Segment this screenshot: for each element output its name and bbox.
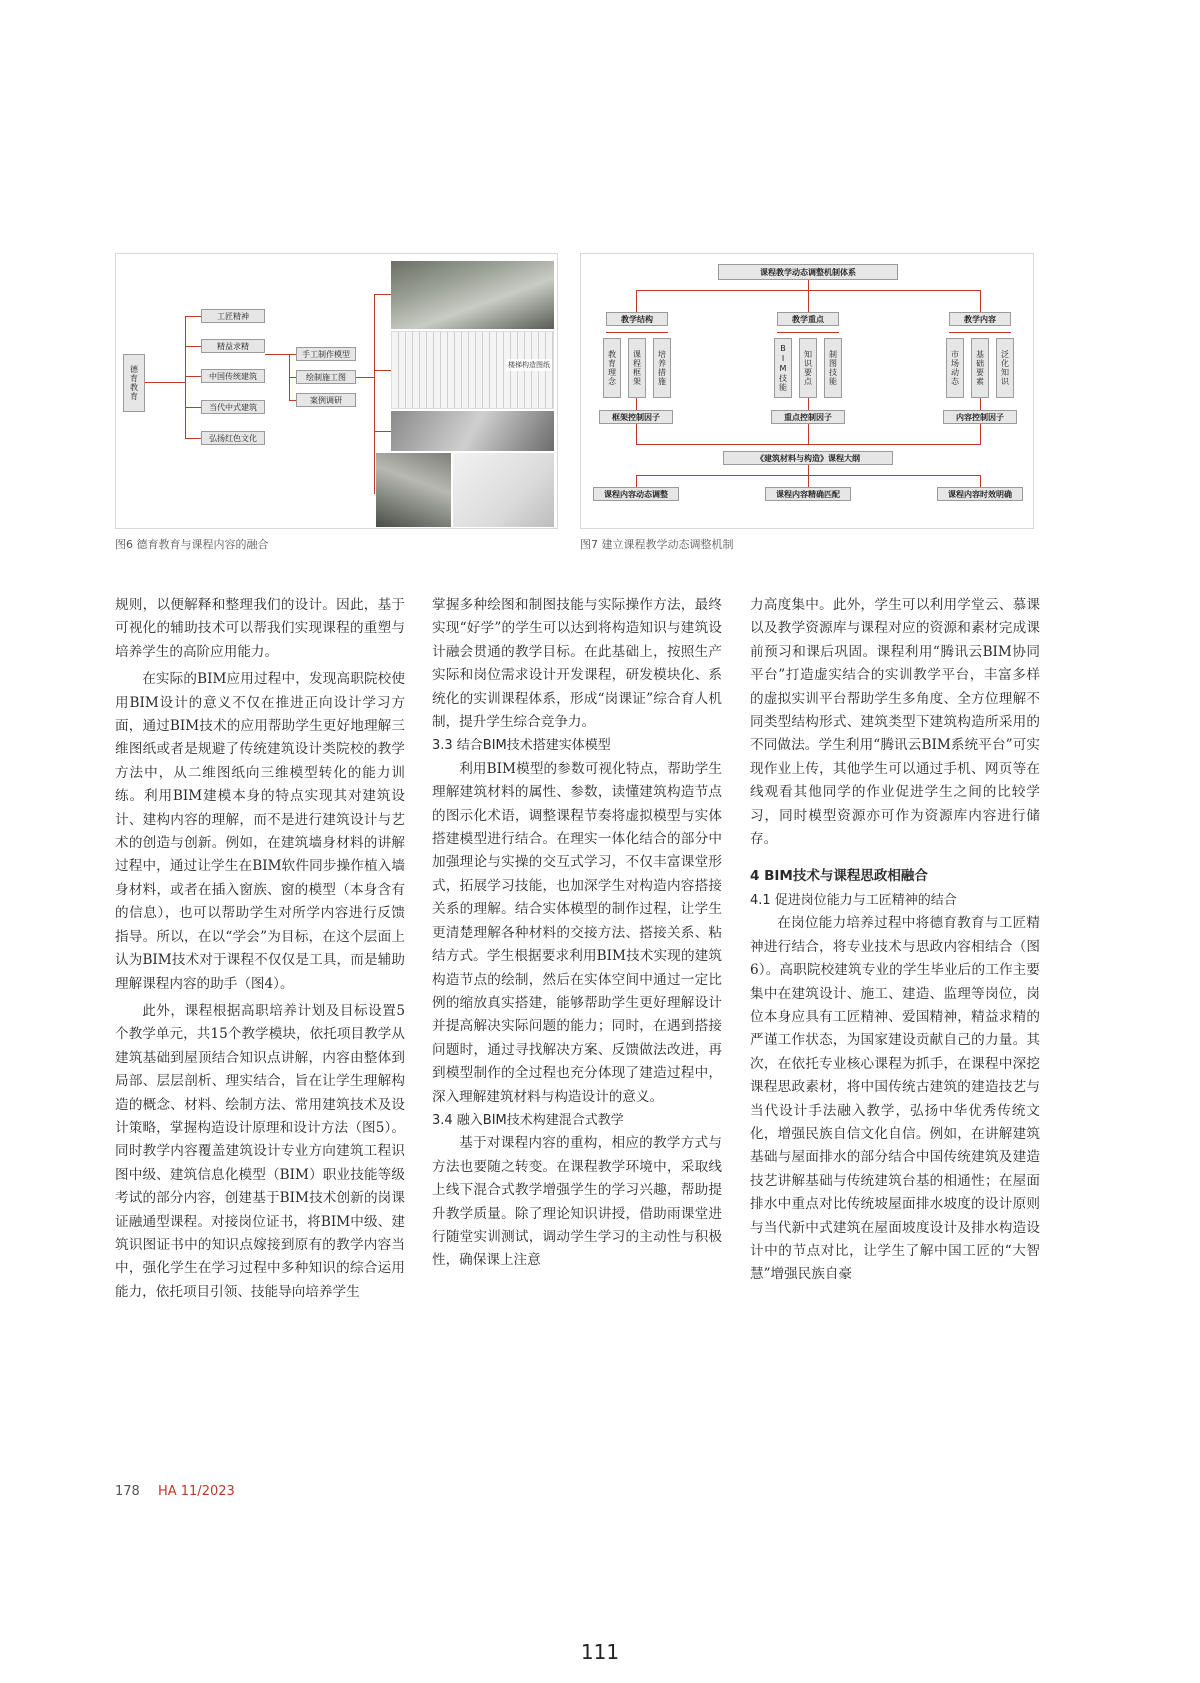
fig7-connector: [636, 398, 637, 410]
fig7-outline-box: 《建筑材料与构造》课程大纲: [723, 451, 893, 465]
text-column-3: [750, 594, 1040, 1287]
fig6-connector: [185, 407, 201, 408]
fig7-connector: [808, 290, 809, 312]
paragraph: 规则，以便解释和整理我们的设计。因此，基于可视化的辅助技术可以帮我们实现课程的重塑与培养学生的高阶应用能力。: [115, 597, 405, 660]
fig7-factor-box: 内容控制因子: [943, 410, 1017, 424]
fig7-subitem-box: 制图技能: [824, 338, 842, 398]
fig7-connector: [808, 465, 809, 475]
fig6-connector: [185, 316, 201, 317]
paragraph: 力高度集中。此外，学生可以利用学堂云、慕课以及教学资源库与课程对应的资源和素材完成课前预习和课后巩固。课程利用“腾讯云BIM协同平台”打造虚实结合的实训教学平台，丰富多样的虚拟实训平台帮助学生多角度、全方位理解不同类型结构形式、建筑类型下建筑构造所采用的不同做法。学生利用“腾讯云BIM系统平台”可实现作业上传，其他学生可以通过手机、网页等在线观看其他同学的作业促进学生之间的比较学习，同时模型资源亦可作为资源库内容进行储存。: [750, 597, 1040, 848]
fig7-connector: [980, 475, 981, 487]
fig6-root-box: 德育教育: [123, 354, 145, 412]
fig7-subitem-box: BIM技能: [774, 338, 792, 398]
workshop-photo: [391, 261, 554, 329]
paragraph: 基于对课程内容的重构，相应的教学方式与方法也要随之转变。在课程教学环境中，采取线上线下混合式教学增强学生的学习兴趣，帮助提升教学质量。除了理论知识讲授，借助雨课堂进行随堂实训测试，调动学生学习的主动性与积极性，确保课上注意: [432, 1135, 722, 1269]
paragraph: 此外，课程根据高职培养计划及目标设置5个教学单元，共15个教学模块，依托项目教学从建筑基础到屋顶结合知识点讲解，内容由整体到局部、层层剖析、理实结合，旨在让学生理解构造的概念、材料、绘制方法、常用建筑技术及设计策略，掌握构造设计原理和设计方法（图5）。同时教学内容覆盖建筑设计专业方向建筑工程识图中级、建筑信息化模型（BIM）职业技能等级考试的部分内容，创建基于BIM技术创新的岗课证融通型课程。对接岗位证书，将BIM中级、建筑识图证书中的知识点嫁接到原有的教学内容当中，强化学生在学习过程中多种知识的综合运用能力，依托项目引领、技能导向培养学生: [115, 1002, 405, 1300]
section-heading: 3.3 结合BIM技术搭建实体模型: [432, 738, 611, 754]
paragraph: 在岗位能力培养过程中将德育教育与工匠精神进行结合，将专业技术与思政内容相结合（图6）。高职院校建筑专业的学生毕业后的工作主要集中在建筑设计、施工、建造、监理等岗位，岗位本身应具有工匠精神、爱国精神，精益求精的严谨工作状态，为国家建设贡献自己的力量。其次，在依托专业核心课程为抓手，在课程中深挖课程思政素材，将中国传统古建筑的建造技艺与当代设计手法融入教学，弘扬中华优秀传统文化，增强民族自信文化自信。例如，在讲解建筑基础与屋面排水的部分结合中国传统建筑及建造技艺讲解基础与传统建筑台基的相通性；在屋面排水中重点对比传统坡屋面排水坡度的设计原则与当代新中式建筑在屋面坡度设计及排水构造设计中的节点对比，让学生了解中国工匠的“大智慧”增强民族自豪: [750, 915, 1040, 1283]
fig7-subitem-box: 基础要素: [971, 338, 989, 398]
page-footer: [115, 1484, 235, 1499]
fig6-connector: [185, 438, 201, 439]
bottom-page-number: 111: [580, 1640, 620, 1664]
student-photo: [376, 453, 451, 527]
model-photo: [391, 411, 554, 451]
figure-7: [580, 253, 1034, 529]
subsection-heading: 4.1 促进岗位能力与工匠精神的结合: [750, 892, 957, 908]
fig7-subitem-box: 课程框架: [628, 338, 646, 398]
figure-6: [115, 253, 558, 529]
fig7-connector: [808, 475, 809, 487]
fig6-connector: [374, 370, 391, 371]
section-heading: 3.4 融入BIM技术构建混合式教学: [432, 1112, 624, 1128]
fig6-connector: [185, 316, 186, 438]
fig7-connector: [636, 290, 637, 312]
fig6-action-box: 手工制作模型: [296, 347, 356, 361]
text-column-1: [115, 594, 405, 1304]
fig7-factor-box: 重点控制因子: [771, 410, 845, 424]
fig7-connector: [980, 290, 981, 312]
fig6-connector: [185, 376, 201, 377]
fig7-output-box: 课程内容精确匹配: [765, 487, 851, 501]
section-heading: 4 BIM技术与课程思政相融合: [750, 868, 928, 885]
page-number: 178: [115, 1484, 140, 1499]
fig7-connector: [808, 280, 809, 290]
fig7-connector: [636, 424, 637, 444]
fig7-connector: [808, 398, 809, 410]
fig6-connector: [374, 294, 391, 295]
fig6-item-box: 精益求精: [201, 339, 265, 353]
fig6-connector: [265, 354, 289, 355]
stair-drawing-label: 楼梯构造图纸: [508, 361, 550, 369]
fig7-top-box: 课程教学动态调整机制体系: [718, 264, 898, 280]
fig6-connector: [374, 294, 375, 494]
fig7-connector: [777, 332, 839, 333]
fig6-action-box: 绘制施工图: [296, 370, 356, 384]
fig6-connector: [374, 431, 391, 432]
fig7-subitem-box: 教育理念: [603, 338, 621, 398]
fig7-subitem-box: 培养措施: [653, 338, 671, 398]
fig7-connector: [949, 332, 1011, 333]
fig7-connector: [980, 398, 981, 410]
fig7-connector: [606, 332, 668, 333]
fig6-connector: [185, 346, 201, 347]
figure-7-caption: 图7 建立课程教学动态调整机制: [580, 538, 734, 551]
fig6-connector: [289, 354, 296, 355]
fig6-connector: [289, 400, 296, 401]
fig6-item-box: 弘扬红色文化: [201, 431, 265, 445]
fig7-connector: [636, 444, 981, 445]
fig7-category-box: 教学结构: [606, 312, 668, 326]
fig6-item-box: 当代中式建筑: [201, 400, 265, 414]
fig7-connector: [808, 424, 809, 444]
text-column-2: [432, 594, 722, 1273]
fig7-subitem-box: 知识要点: [799, 338, 817, 398]
figure-6-caption: 图6 德育教育与课程内容的融合: [115, 538, 269, 551]
fig6-connector: [145, 382, 185, 383]
fig6-action-box: 案例调研: [296, 393, 356, 407]
fig7-connector: [980, 424, 981, 444]
paragraph: 利用BIM模型的参数可视化特点，帮助学生理解建筑材料的属性、参数，读懂建筑构造节点的图示化术语，调整课程节奏将虚拟模型与实体搭建模型进行结合。在理实一体化结合的部分中加强理论与实操的交互式学习，不仅丰富课堂形式，拓展学习技能，也加深学生对构造内容搭接关系的理解。结合实体模型的制作过程，让学生更清楚理解各种材料的交接方法、搭接关系、粘结方式。学生根据要求利用BIM技术实现的建筑构造节点的绘制，然后在实体空间中通过一定比例的缩放真实搭建，能够帮助学生更好理解设计并提高解决实际问题的能力；同时，在遇到搭接问题时，通过寻找解决方案、反馈做法改进，再到模型制作的全过程也充分体现了建造过程中，深入理解建筑材料与构造设计的意义。: [432, 760, 722, 1105]
stair-render-image: [453, 453, 554, 527]
fig6-connector: [289, 377, 296, 378]
fig7-factor-box: 框架控制因子: [599, 410, 673, 424]
fig7-category-box: 教学内容: [949, 312, 1011, 326]
fig6-item-box: 工匠精神: [201, 309, 265, 323]
paragraph: 在实际的BIM应用过程中，发现高职院校使用BIM设计的意义不仅在推进正向设计学习方面，通过BIM技术的应用帮助学生更好地理解三维图纸或者是规避了传统建筑设计类院校的教学方法中，从二维图纸向三维模型转化的能力训练。利用BIM建模本身的特点实现其对建筑设计、建构内容的理解，而不是进行建筑设计与艺术的创造与创新。例如，在建筑墙身材料的讲解过程中，通过让学生在BIM软件同步操作植入墙身材料，或者在插入窗族、窗的模型（本身含有的信息），也可以帮助学生对所学内容进行反馈指导。所以，在以“学会”为目标，在这个层面上认为BIM技术对于课程不仅仅是工具，而是辅助理解课程内容的助手（图4）。: [115, 671, 405, 992]
fig6-item-box: 中国传统建筑: [201, 369, 265, 383]
fig6-connector: [356, 377, 374, 378]
fig7-output-box: 课程内容时效明确: [937, 487, 1023, 501]
journal-issue: HA 11/2023: [157, 1484, 235, 1499]
fig7-subitem-box: 市场动态: [946, 338, 964, 398]
fig7-connector: [636, 475, 637, 487]
paragraph: 掌握多种绘图和制图技能与实际操作方法，最终实现“好学”的学生可以达到将构造知识与建筑设计融会贯通的教学目标。在此基础上，按照生产实际和岗位需求设计开发课程，研发模块化、系统化的实训课程体系，形成“岗课证”综合育人机制，提升学生综合竞争力。: [432, 597, 722, 731]
fig7-output-box: 课程内容动态调整: [593, 487, 679, 501]
fig7-category-box: 教学重点: [777, 312, 839, 326]
fig7-subitem-box: 泛化知识: [996, 338, 1014, 398]
